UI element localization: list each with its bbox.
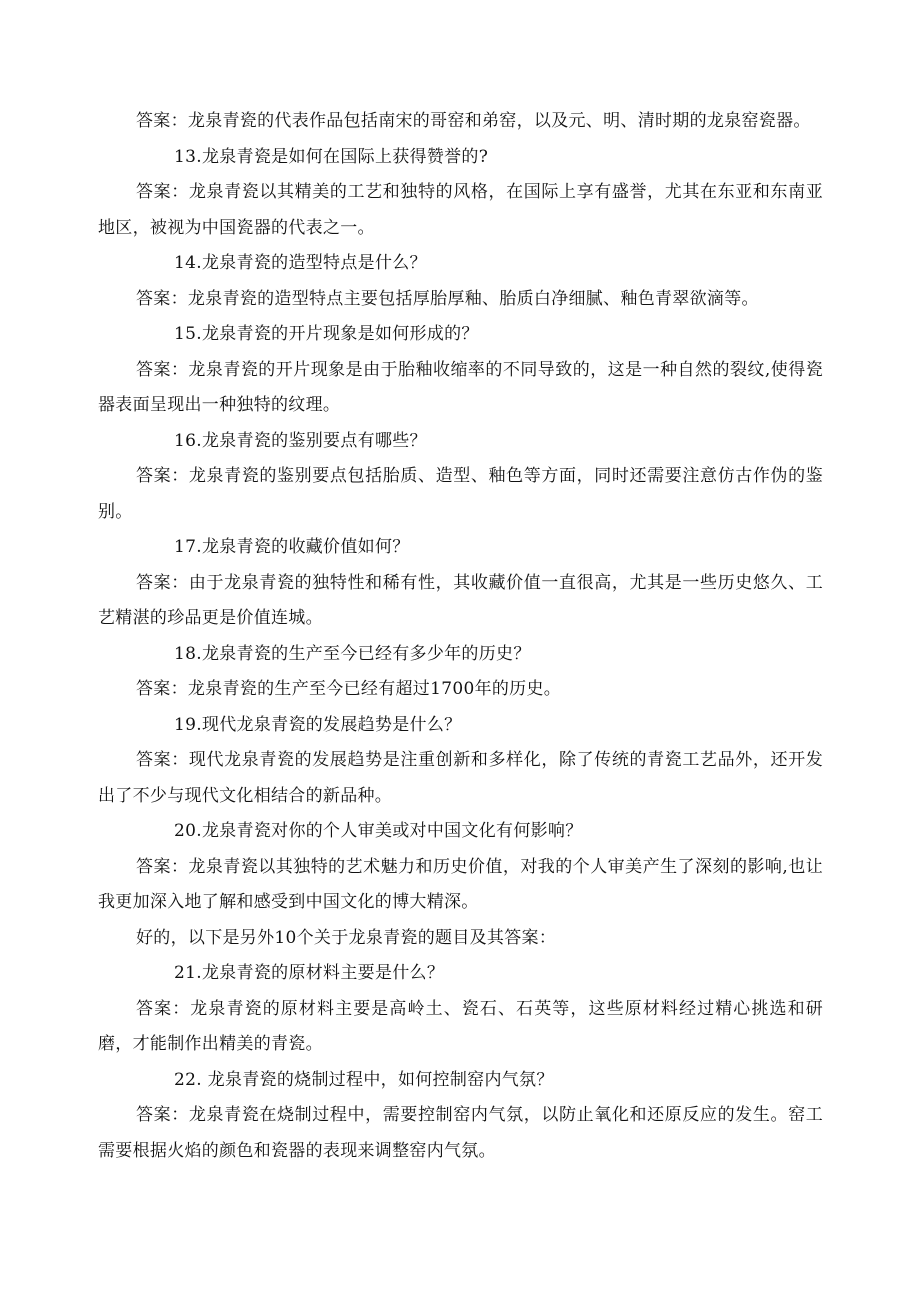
- answer-paragraph: 答案：现代龙泉青瓷的发展趋势是注重创新和多样化，除了传统的青瓷工艺品外，还开发出了不少与现代文化相结合的新品种。: [98, 750, 823, 806]
- question-16: [98, 424, 823, 460]
- answer-paragraph: 答案：由于龙泉青瓷的独特性和稀有性，其收藏价值一直很高，尤其是一些历史悠久、工艺精湛的珍品更是价值连城。: [98, 572, 823, 628]
- answer-paragraph: 答案：龙泉青瓷的原材料主要是高岭土、瓷石、石英等，这些原材料经过精心挑选和研磨，才能制作出精美的青瓷。: [98, 998, 823, 1054]
- question-19: [98, 708, 823, 744]
- question-text: . 龙泉青瓷的烧制过程中，如何控制窑内气氛？: [196, 1069, 554, 1090]
- question-15: [98, 317, 823, 353]
- question-number: 20: [174, 821, 197, 841]
- question-number: 19: [174, 714, 197, 735]
- question-17: [98, 530, 823, 566]
- question-14: [98, 246, 823, 282]
- answer-paragraph: 答案：龙泉青瓷的生产至今已经有超过1700年的历史。: [136, 679, 562, 699]
- answer-paragraph: 答案：龙泉青瓷的造型特点主要包括厚胎厚釉、胎质白净细腻、釉色青翠欲滴等。: [136, 288, 759, 309]
- question-22: [98, 1063, 823, 1099]
- intro-paragraph: 好的，以下是另外10个关于龙泉青瓷的题目及其答案：: [136, 927, 557, 948]
- question-text: .龙泉青瓷的造型特点是什么？: [196, 253, 427, 273]
- question-21: [98, 956, 823, 992]
- question-text: .龙泉青瓷的鉴别要点有哪些？: [196, 430, 427, 451]
- answer-paragraph: 答案：龙泉青瓷以其精美的工艺和独特的风格，在国际上享有盛誉，尤其在东亚和东南亚地区，被视为中国瓷器的代表之一。: [98, 182, 823, 238]
- question-number: 14: [174, 253, 197, 273]
- question-number: 17: [174, 537, 197, 557]
- question-20: [98, 814, 823, 850]
- question-number: 13: [174, 146, 197, 167]
- answer-paragraph: 答案：龙泉青瓷的鉴别要点包括胎质、造型、釉色等方面，同时还需要注意仿古作伪的鉴别。: [98, 466, 823, 522]
- question-number: 15: [174, 324, 197, 344]
- question-text: .龙泉青瓷是如何在国际上获得赞誉的?: [196, 146, 489, 167]
- question-number: 16: [174, 430, 197, 451]
- question-number: 21: [174, 963, 197, 983]
- question-18: [98, 637, 823, 673]
- answer-paragraph: 答案：龙泉青瓷在烧制过程中，需要控制窑内气氛，以防止氧化和还原反应的发生。窑工需要根据火焰的颜色和瓷器的表现来调整窑内气氛。: [98, 1105, 823, 1161]
- question-text: .龙泉青瓷的原材料主要是什么？: [196, 963, 445, 983]
- answer-paragraph: 答案：龙泉青瓷以其独特的艺术魅力和历史价值，对我的个人审美产生了深刻的影响,也让我更加深入地了解和感受到中国文化的博大精深。: [98, 856, 823, 912]
- question-number: 22: [174, 1069, 197, 1090]
- question-text: .龙泉青瓷的生产至今已经有多少年的历史？: [196, 643, 531, 664]
- question-text: .龙泉青瓷对你的个人审美或对中国文化有何影响？: [196, 821, 583, 841]
- answer-paragraph: 答案：龙泉青瓷的开片现象是由于胎釉收缩率的不同导致的，这是一种自然的裂纹,使得瓷器表面呈现出一种独特的纹理。: [98, 359, 823, 415]
- answer-paragraph: 答案：龙泉青瓷的代表作品包括南宋的哥窑和弟窑，以及元、明、清时期的龙泉窑瓷器。: [136, 111, 811, 131]
- question-text: .龙泉青瓷的收藏价值如何？: [196, 537, 410, 557]
- question-number: 18: [174, 643, 197, 664]
- document-body: [98, 104, 823, 1169]
- question-text: .龙泉青瓷的开片现象是如何形成的？: [196, 324, 479, 344]
- question-13: [98, 140, 823, 176]
- question-text: .现代龙泉青瓷的发展趋势是什么？: [196, 714, 462, 735]
